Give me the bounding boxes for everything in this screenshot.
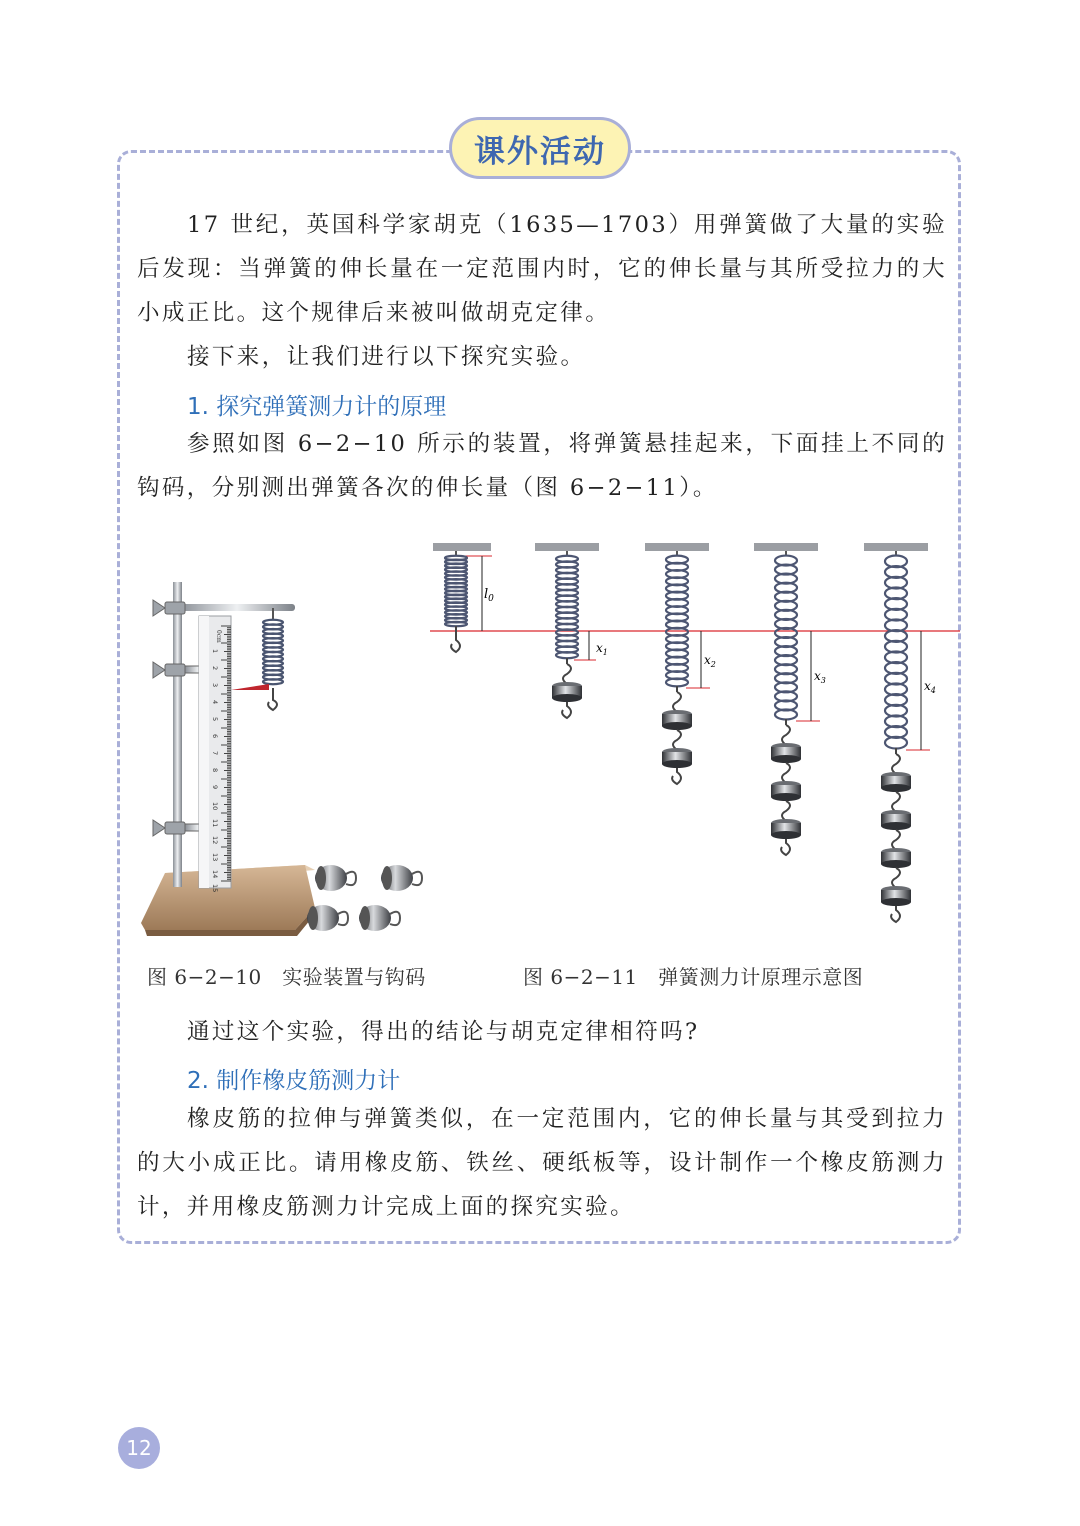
caption-fig-6-2-11: 图 6−2−11 弹簧测力计原理示意图 [523,965,864,989]
ruler-tick-label: 8 [211,768,219,773]
ruler-unit-label: 0cm [215,630,222,643]
paragraph-rubber-band-task: 橡皮筋的拉伸与弹簧类似，在一定范围内，它的伸长量与其受到拉力的大小成正比。请用橡皮筋、铁丝、硬纸板等，设计制作一个橡皮筋测力计，并用橡皮筋测力计完成上面的探究实验。 [137,1106,947,1220]
ruler-tick-label: 12 [211,836,219,845]
ruler-tick-label: 11 [211,819,219,828]
ruler-tick-label: 9 [211,785,219,790]
paragraph-conclusion-question: 通过这个实验，得出的结论与胡克定律相符吗? [187,1019,700,1045]
figure-spring-principle [430,540,960,960]
ruler-tick-label: 15 [211,884,219,893]
paragraph-setup-instructions: 参照如图 6−2−10 所示的装置，将弹簧悬挂起来，下面挂上不同的钩码，分别测出弹簧各次的伸长量（图 6−2−11）。 [137,431,947,501]
heading-rubber-band-meter: 2. 制作橡皮筋测力计 [187,1068,401,1094]
label-l0: $l_0$ [484,587,494,604]
section-title: 课外活动 [449,117,631,179]
ruler-tick-label: 6 [211,734,219,739]
caption-fig-6-2-10: 图 6−2−10 实验装置与钩码 [147,965,426,989]
ruler-tick-label: 5 [211,717,219,722]
ruler-tick-label: 10 [211,802,219,811]
ruler-tick-label: 13 [211,853,219,862]
ruler-tick-label: 7 [211,751,219,756]
page-number: 12 [118,1427,160,1469]
figure-apparatus [135,578,435,938]
label-x4: $x_4$ [924,679,936,695]
ruler-tick-label: 4 [211,700,219,705]
label-x1: $x_1$ [596,641,608,657]
label-x3: $x_3$ [814,669,826,685]
ruler-tick-label: 3 [211,683,219,688]
ruler-tick-label: 14 [211,870,219,879]
heading-spring-principle: 1. 探究弹簧测力计的原理 [187,394,447,420]
ruler-tick-label: 1 [211,649,219,654]
paragraph-next-experiment: 接下来，让我们进行以下探究实验。 [187,344,586,370]
ruler-tick-label: 2 [211,666,219,671]
label-x2: $x_2$ [704,653,716,669]
loose-masses [307,865,422,931]
paragraph-hooke-history: 17 世纪，英国科学家胡克（1635—1703）用弹簧做了大量的实验后发现：当弹簧的伸长量在一定范围内时，它的伸长量与其所受拉力的大小成正比。这个规律后来被叫做胡克定律。 [137,212,947,326]
